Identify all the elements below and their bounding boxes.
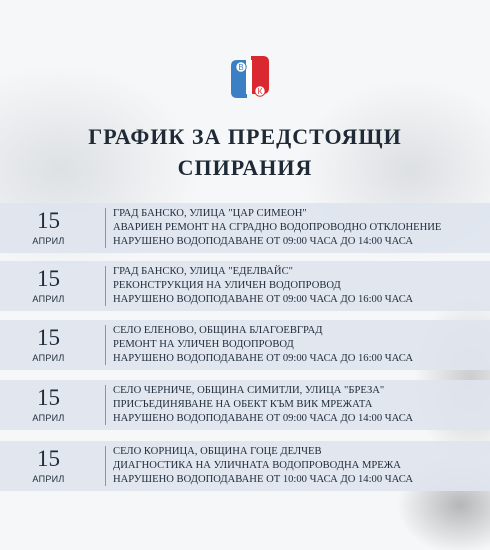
outage-month: АПРИЛ [32,413,65,423]
outage-location: СЕЛО КОРНИЦА, ОБЩИНА ГОЦЕ ДЕЛЧЕВ [113,446,322,457]
outage-description: РЕКОНСТРУКЦИЯ НА УЛИЧЕН ВОДОПРОВОД [113,280,341,291]
outage-location: ГРАД БАНСКО, УЛИЦА "ЦАР СИМЕОН" [113,208,307,219]
outage-row [0,320,490,370]
outage-row [0,203,490,253]
outage-location: СЕЛО ЧЕРНИЧЕ, ОБЩИНА СИМИТЛИ, УЛИЦА "БРЕЗА" [113,385,385,396]
outage-day: 15 [37,208,60,233]
outage-month: АПРИЛ [32,353,65,363]
row-divider [105,266,106,306]
outage-day: 15 [37,446,60,471]
logo-letter-bottom: К [257,87,263,96]
outage-day: 15 [37,385,60,410]
outage-description: ДИАГНОСТИКА НА УЛИЧНАТА ВОДОПРОВОДНА МРЕЖА [113,460,401,471]
page-title-line-1: ГРАФИК ЗА ПРЕДСТОЯЩИ [88,124,402,149]
outage-time: НАРУШЕНО ВОДОПОДАВАНЕ ОТ 09:00 ЧАСА ДО 14:00 ЧАСА [113,413,413,424]
outage-month: АПРИЛ [32,294,65,304]
logo-letter-top: В [238,63,244,72]
row-divider [105,208,106,248]
outage-time: НАРУШЕНО ВОДОПОДАВАНЕ ОТ 09:00 ЧАСА ДО 14:00 ЧАСА [113,236,413,247]
outage-location: СЕЛО ЕЛЕНОВО, ОБЩИНА БЛАГОЕВГРАД [113,325,323,336]
outage-description: ПРИСЪЕДИНЯВАНЕ НА ОБЕКТ КЪМ ВИК МРЕЖАТА [113,399,373,410]
page-title-line-2: СПИРАНИЯ [177,155,313,180]
row-divider [105,385,106,425]
outage-row [0,261,490,311]
outage-location: ГРАД БАНСКО, УЛИЦА "ЕДЕЛВАЙС" [113,266,293,277]
outage-month: АПРИЛ [32,236,65,246]
outage-row [0,441,490,491]
outage-day: 15 [37,266,60,291]
vik-logo-icon [229,54,271,100]
outage-day: 15 [37,325,60,350]
row-divider [105,446,106,486]
outage-description: АВАРИЕН РЕМОНТ НА СГРАДНО ВОДОПРОВОДНО ОТКЛОНЕНИЕ [113,222,442,233]
outage-description: РЕМОНТ НА УЛИЧЕН ВОДОПРОВОД [113,339,294,350]
outage-month: АПРИЛ [32,474,65,484]
outage-time: НАРУШЕНО ВОДОПОДАВАНЕ ОТ 10:00 ЧАСА ДО 14:00 ЧАСА [113,474,413,485]
row-divider [105,325,106,365]
outage-time: НАРУШЕНО ВОДОПОДАВАНЕ ОТ 09:00 ЧАСА ДО 16:00 ЧАСА [113,353,413,364]
outage-row [0,380,490,430]
outage-time: НАРУШЕНО ВОДОПОДАВАНЕ ОТ 09:00 ЧАСА ДО 16:00 ЧАСА [113,294,413,305]
